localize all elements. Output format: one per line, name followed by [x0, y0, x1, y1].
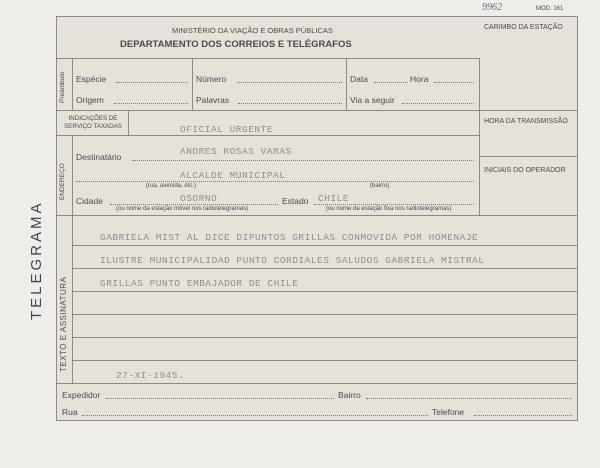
estado-label: Estado — [282, 196, 309, 206]
department-title: DEPARTAMENTO DOS CORREIOS E TELÉGRAFOS — [120, 39, 352, 50]
especie-label: Espécie — [76, 74, 107, 84]
message-line-2: ILUSTRE MUNICIPALIDAD PUNTO CORDIALES SALUDOS GABRIELA MISTRAL — [100, 255, 485, 266]
palavras-label: Palavras — [196, 95, 230, 105]
message-line-3: GRILLAS PUNTO EMBAJADOR DE CHILE — [100, 278, 299, 289]
cidade-hint: (ou nome da estação móvel nos radiotelegramas) — [116, 206, 249, 212]
ministry-title: MINISTÉRIO DA VIAÇÃO E OBRAS PÚBLICAS — [172, 26, 333, 35]
cidade-label: Cidade — [76, 196, 103, 206]
endereco-label: ENDEREÇO — [59, 163, 66, 200]
destinatario-label: Destinatário — [76, 152, 122, 162]
message-date: 27-XI-1945. — [116, 370, 185, 381]
rua-hint: (rua, avenida, etc.) — [146, 183, 197, 189]
iniciais-operador-label: INICIAIS DO OPERADOR — [484, 167, 566, 174]
data-label: Data — [350, 74, 368, 84]
telefone-label: Telefone — [432, 407, 465, 417]
hora-transmissao-label: HORA DA TRANSMISSÃO — [484, 118, 568, 125]
bairro-label: Bairro — [338, 390, 361, 400]
bairro-hint: (bairro) — [370, 183, 390, 189]
services-value: OFICIAL URGENTE — [180, 124, 274, 135]
address-line2: ALCALDE MUNICIPAL — [180, 170, 286, 181]
origem-label: Origem — [76, 95, 104, 105]
hora-label: Hora — [410, 74, 429, 84]
expedidor-label: Expedidor — [62, 390, 101, 400]
rua-label: Rua — [62, 407, 78, 417]
telegrama-title: TELEGRAMA — [28, 200, 45, 320]
services-label: INDICAÇÕES DE SERVIÇO TAXADAS — [64, 115, 122, 130]
estado-hint: (ou nome da estação fixa nos radiotelegramas) — [326, 206, 452, 212]
archive-number: 9962 — [482, 2, 502, 13]
estado-value: CHILE — [318, 193, 350, 204]
model-number: MOD. 161 — [536, 6, 564, 12]
cidade-value: OSORNO — [180, 193, 218, 204]
via-label: Via a seguir — [350, 95, 395, 105]
texto-assinatura-label: TEXTO E ASSINATURA — [59, 276, 68, 372]
preambulo-label: Preâmbulo — [59, 71, 66, 103]
carimbo-label: CARIMBO DA ESTAÇÃO — [484, 24, 563, 31]
numero-label: Número — [196, 74, 227, 84]
message-line-1: GABRIELA MIST AL DICE DIPUNTOS GRILLAS CONMOVIDA POR HOMENAJE — [100, 232, 479, 243]
destinatario-value: ANDRES ROSAS VARAS — [180, 146, 292, 157]
